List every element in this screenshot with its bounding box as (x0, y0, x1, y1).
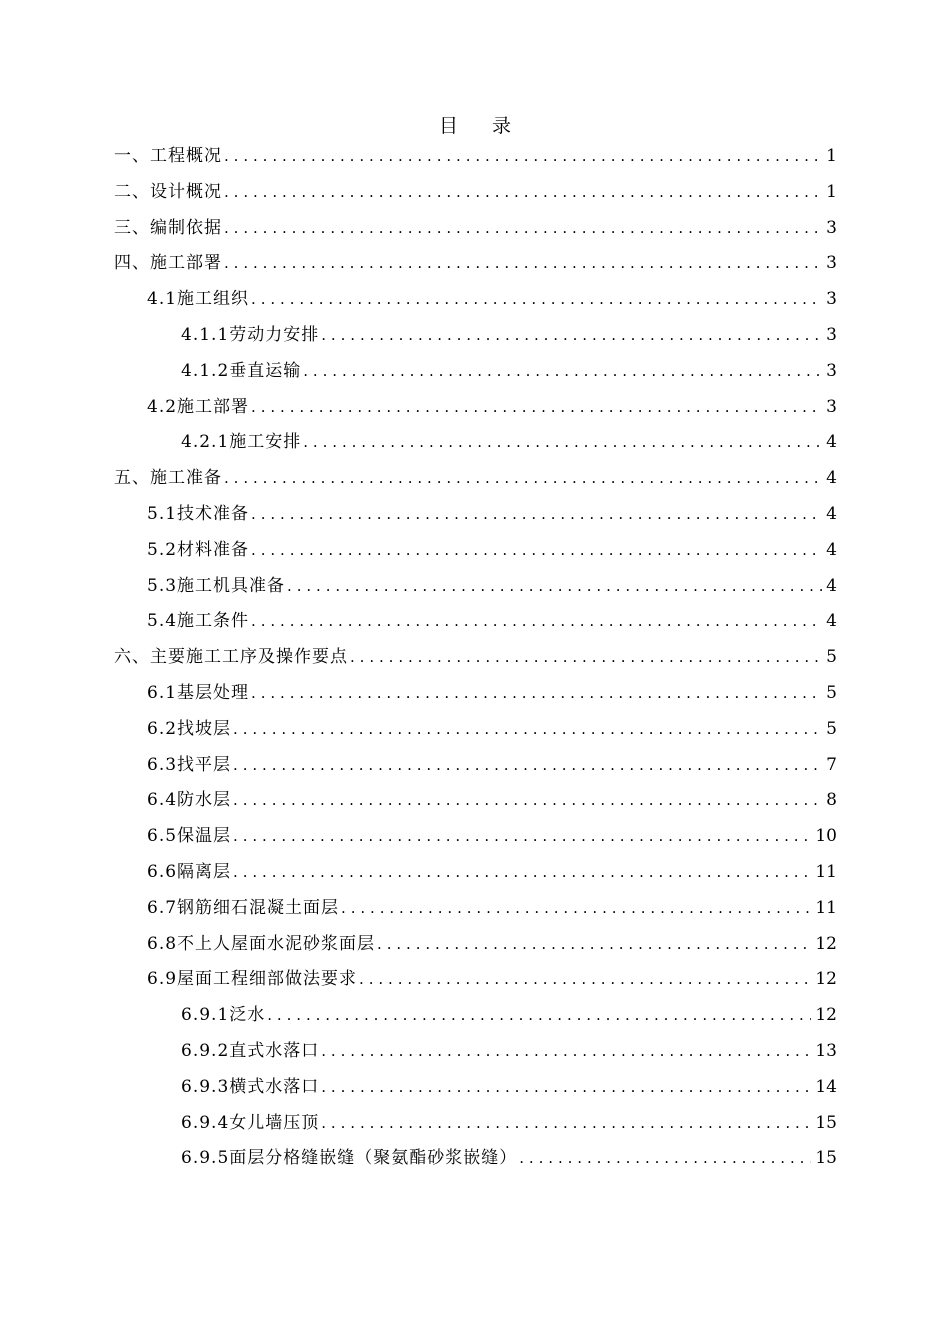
toc-entry[interactable] (147, 781, 837, 811)
toc-leader-dots (303, 431, 822, 453)
toc-entry-label: 6.9.2直式水落口 (181, 1041, 320, 1061)
toc-entry-label: 6.3找平层 (147, 755, 232, 775)
toc-entry-label: 六、主要施工工序及操作要点 (114, 647, 348, 667)
toc-leader-dots (251, 682, 822, 704)
toc-entry-label: 6.9.3横式水落口 (181, 1077, 320, 1097)
toc-entry[interactable] (114, 137, 837, 167)
toc-page-number: 3 (826, 253, 837, 273)
toc-leader-dots (519, 1147, 811, 1169)
toc-leader-dots (267, 1004, 811, 1026)
toc-entry[interactable] (147, 710, 837, 740)
toc-leader-dots (303, 360, 822, 382)
toc-leader-dots (251, 610, 822, 632)
toc-entry[interactable] (181, 423, 837, 453)
toc-page-number: 7 (826, 755, 837, 775)
toc-entry[interactable] (147, 567, 837, 597)
toc-leader-dots (287, 575, 822, 597)
toc-entry[interactable] (147, 495, 837, 525)
toc-entry[interactable] (181, 1104, 837, 1134)
toc-leader-dots (233, 754, 822, 776)
toc-page-number: 3 (826, 289, 837, 309)
toc-entry[interactable] (147, 925, 837, 955)
toc-leader-dots (359, 968, 811, 990)
toc-leader-dots (224, 145, 822, 167)
toc-entry-label: 6.5保温层 (147, 826, 232, 846)
toc-entry-label: 5.3施工机具准备 (147, 576, 286, 596)
toc-leader-dots (224, 467, 822, 489)
toc-page-number: 12 (815, 1005, 837, 1025)
toc-entry[interactable] (181, 316, 837, 346)
toc-entry-label: 6.9.5面层分格缝嵌缝（聚氨酯砂浆嵌缝） (181, 1148, 518, 1168)
toc-entry[interactable] (114, 459, 837, 489)
toc-entry-label: 5.4施工条件 (147, 611, 250, 631)
toc-entry[interactable] (114, 244, 837, 274)
toc-entry-label: 6.7钢筋细石混凝土面层 (147, 898, 340, 918)
toc-leader-dots (251, 396, 822, 418)
toc-page-number: 4 (826, 540, 837, 560)
toc-page-number: 11 (815, 898, 837, 918)
toc-leader-dots (341, 897, 811, 919)
toc-entry-label: 二、设计概况 (114, 182, 222, 202)
toc-page-number: 4 (826, 468, 837, 488)
toc-entry[interactable] (114, 209, 837, 239)
toc-entry-label: 四、施工部署 (114, 253, 222, 273)
toc-leader-dots (350, 646, 822, 668)
toc-page-number: 5 (826, 719, 837, 739)
toc-entry[interactable] (147, 817, 837, 847)
toc-leader-dots (224, 217, 822, 239)
toc-entry[interactable] (147, 746, 837, 776)
toc-entry-label: 6.6隔离层 (147, 862, 232, 882)
toc-leader-dots (233, 861, 811, 883)
toc-page-number: 3 (826, 361, 837, 381)
toc-entry-label: 4.1施工组织 (147, 289, 250, 309)
toc-entry-label: 三、编制依据 (114, 218, 222, 238)
toc-leader-dots (233, 789, 822, 811)
toc-page-number: 1 (826, 146, 837, 166)
toc-entry-label: 五、施工准备 (114, 468, 222, 488)
toc-entry[interactable] (147, 853, 837, 883)
toc-page-number: 4 (826, 611, 837, 631)
toc-entry[interactable] (181, 996, 837, 1026)
toc-entry-label: 4.2施工部署 (147, 397, 250, 417)
toc-leader-dots (251, 503, 822, 525)
toc-entry[interactable] (181, 352, 837, 382)
toc-entry[interactable] (147, 889, 837, 919)
toc-page-number: 14 (815, 1077, 837, 1097)
toc-entry[interactable] (147, 531, 837, 561)
toc-leader-dots (321, 1040, 811, 1062)
toc-entry[interactable] (147, 602, 837, 632)
toc-entry[interactable] (114, 638, 837, 668)
toc-leader-dots (224, 181, 822, 203)
toc-page-number: 3 (826, 218, 837, 238)
toc-entry-label: 4.1.1劳动力安排 (181, 325, 320, 345)
toc-page-number: 4 (826, 576, 837, 596)
toc-page-number: 13 (815, 1041, 837, 1061)
toc-leader-dots (251, 288, 822, 310)
toc-entry[interactable] (147, 388, 837, 418)
toc-page-number: 1 (826, 182, 837, 202)
toc-page-number: 4 (826, 504, 837, 524)
toc-page-number: 10 (815, 826, 837, 846)
toc-entry-label: 4.2.1施工安排 (181, 432, 302, 452)
toc-page-number: 5 (826, 647, 837, 667)
toc-leader-dots (321, 1076, 811, 1098)
toc-page-number: 5 (826, 683, 837, 703)
toc-page-number: 12 (815, 969, 837, 989)
toc-leader-dots (251, 539, 822, 561)
toc-entry-label: 6.1基层处理 (147, 683, 250, 703)
toc-entry[interactable] (181, 1032, 837, 1062)
toc-page-number: 11 (815, 862, 837, 882)
toc-page-number: 3 (826, 325, 837, 345)
toc-entry[interactable] (181, 1068, 837, 1098)
toc-leader-dots (233, 825, 811, 847)
toc-entry-label: 5.2材料准备 (147, 540, 250, 560)
toc-title: 目 录 (438, 115, 526, 137)
toc-leader-dots (321, 324, 822, 346)
toc-page-number: 12 (815, 934, 837, 954)
toc-entry[interactable] (114, 173, 837, 203)
toc-leader-dots (224, 252, 822, 274)
toc-entry-label: 4.1.2垂直运输 (181, 361, 302, 381)
toc-entry-label: 6.2找坡层 (147, 719, 232, 739)
toc-page-number: 15 (815, 1113, 837, 1133)
toc-page-number: 3 (826, 397, 837, 417)
toc-entry-label: 6.8不上人屋面水泥砂浆面层 (147, 934, 376, 954)
toc-entry-label: 6.9.4女儿墙压顶 (181, 1113, 320, 1133)
toc-page-number: 8 (826, 790, 837, 810)
toc-entry-label: 6.9屋面工程细部做法要求 (147, 969, 358, 989)
toc-entry[interactable] (147, 674, 837, 704)
toc-page-number: 4 (826, 432, 837, 452)
toc-entry[interactable] (147, 960, 837, 990)
toc-entry-label: 一、工程概况 (114, 146, 222, 166)
toc-leader-dots (377, 933, 811, 955)
toc-entry-label: 5.1技术准备 (147, 504, 250, 524)
toc-entry-label: 6.4防水层 (147, 790, 232, 810)
toc-leader-dots (321, 1112, 811, 1134)
toc-page-number: 15 (815, 1148, 837, 1168)
toc-entry[interactable] (181, 1139, 837, 1169)
toc-entry-label: 6.9.1泛水 (181, 1005, 266, 1025)
toc-leader-dots (233, 718, 822, 740)
toc-entry[interactable] (147, 280, 837, 310)
